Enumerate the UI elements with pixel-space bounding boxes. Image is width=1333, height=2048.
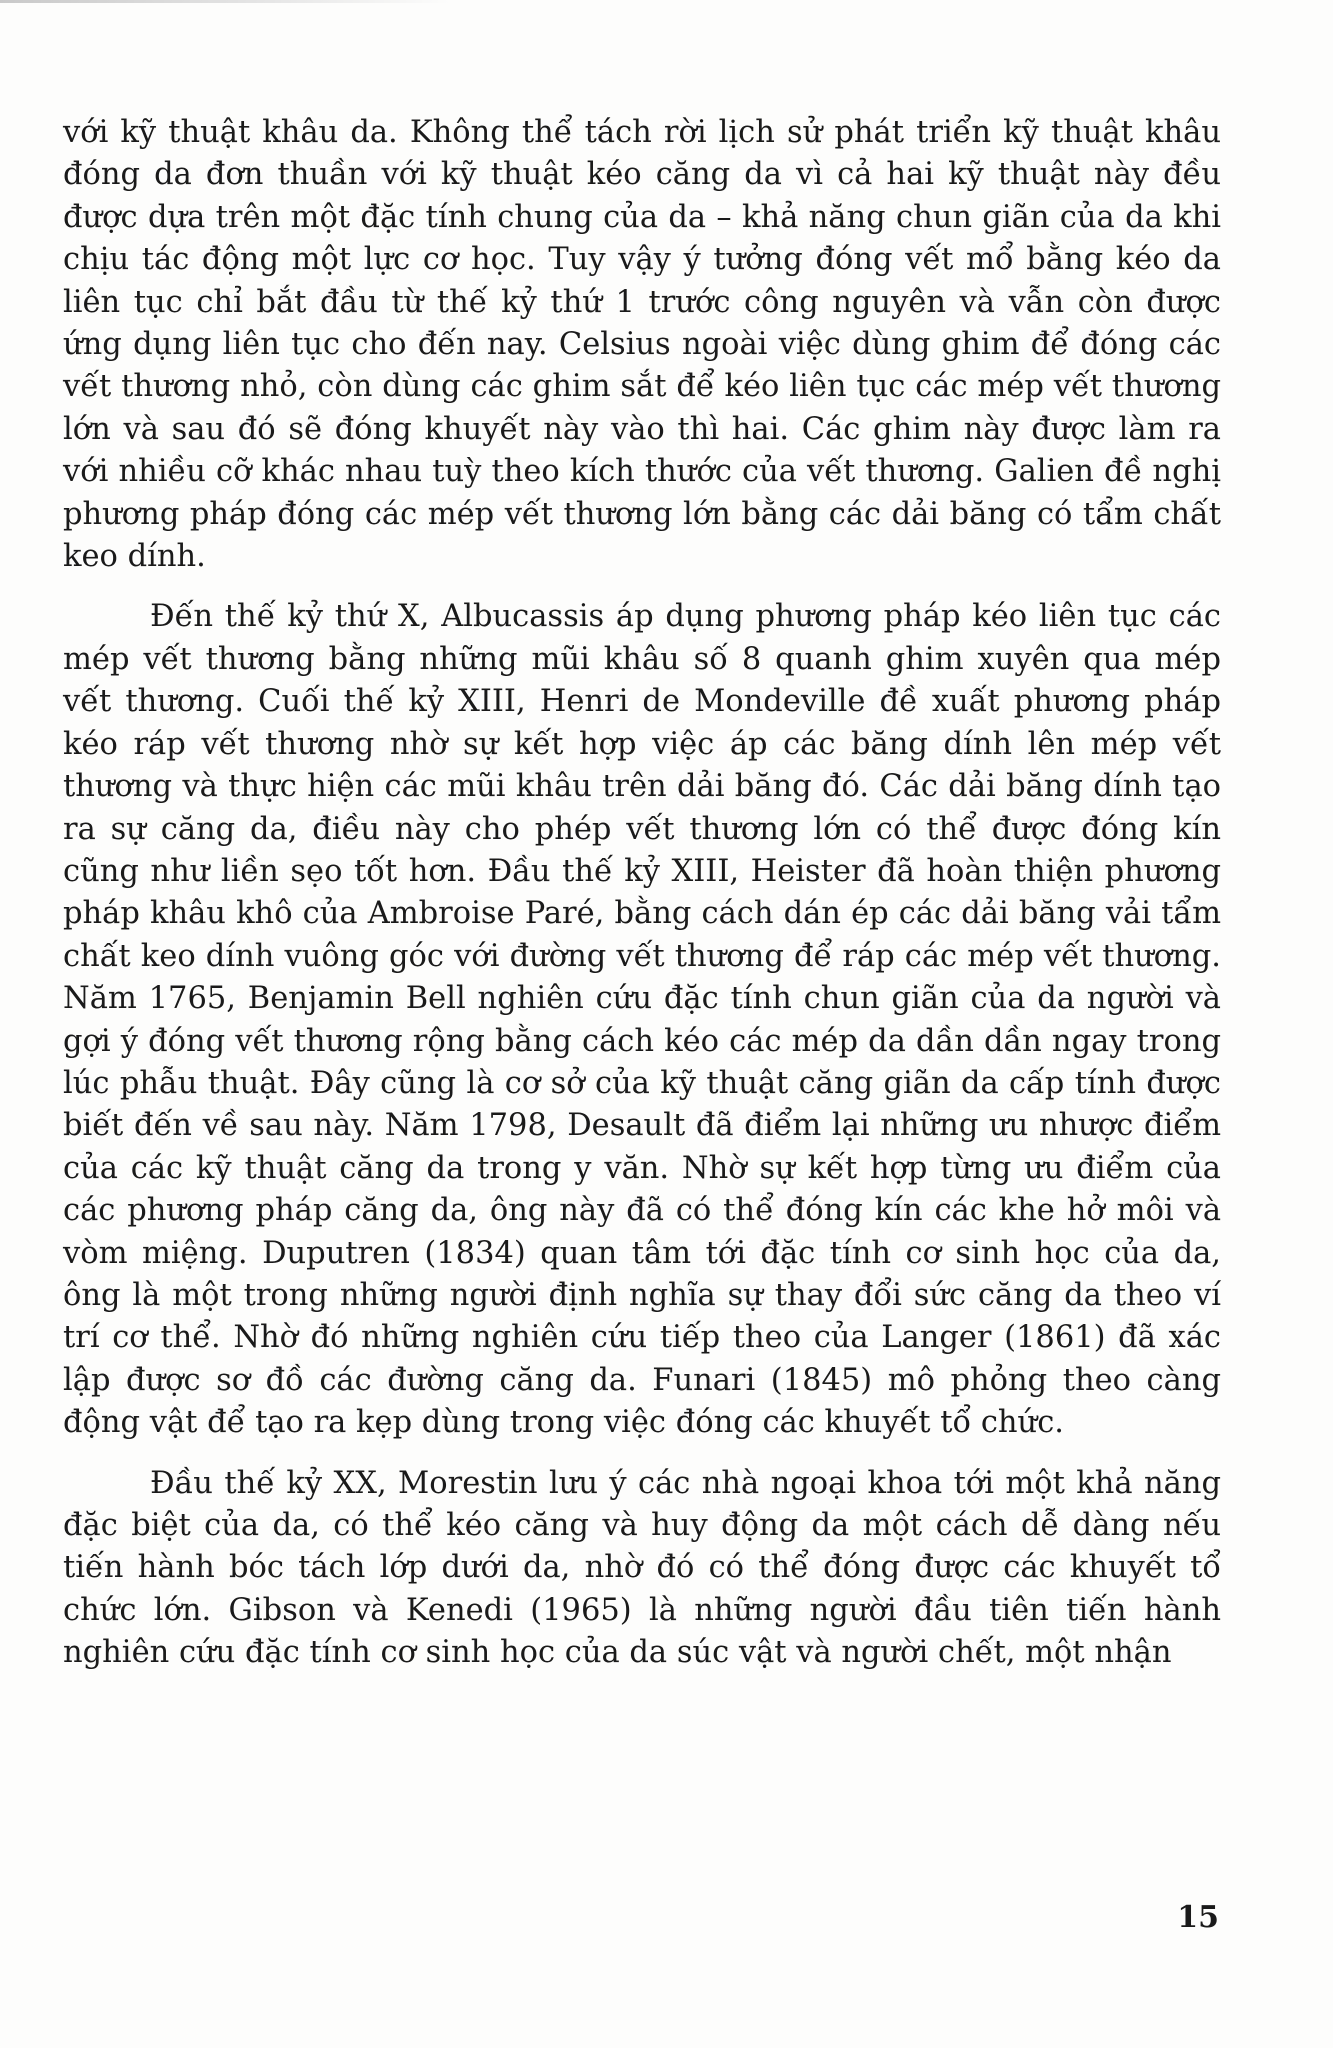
paragraph-twentieth-century: Đầu thế kỷ XX, Morestin lưu ý các nhà ngoại khoa tới một khả năng đặc biệt của da, có thể kéo căng và huy động da một cách dễ dàng nếu tiến hành bóc tách lớp dưới da, nhờ đó có thể đóng được các khuyết tổ chức lớn. Gibson và Kenedi (1965) là những người đầu tiên tiến hành nghiên cứu đặc tính cơ sinh học của da súc vật và người chết, một nhận [63, 1465, 1221, 1671]
paragraph-history: Đến thế kỷ thứ X, Albucassis áp dụng phương pháp kéo liên tục các mép vết thương bằng những mũi khâu số 8 quanh ghim xuyên qua mép vết thương. Cuối thế kỷ XIII, Henri de Mondeville đề xuất phương pháp kéo ráp vết thương nhờ sự kết hợp việc áp các băng dính lên mép vết thương và thực hiện các mũi khâu trên dải băng đó. Các dải băng dính tạo ra sự căng da, điều này cho phép vết thương lớn có thể được đóng kín cũng như liền sẹo tốt hơn. Đầu thế kỷ XIII, Heister đã hoàn thiện phương pháp khâu khô của Ambroise Paré, bằng cách dán ép các dải băng vải tẩm chất keo dính vuông góc với đường vết thương để ráp các mép vết thương. Năm 1765, Benjamin Bell nghiên cứu đặc tính chun giãn của da người và gợi ý đóng vết thương rộng bằng cách kéo các mép da dần dần ngay trong lúc phẫu thuật. Đây cũng là cơ sở của kỹ thuật căng giãn da cấp tính được biết đến về sau này. Năm 1798, Desault đã điểm lại những ưu nhược điểm của các kỹ thuật căng da trong y văn. Nhờ sự kết hợp từng ưu điểm của các phương pháp căng da, ông này đã có thể đóng kín các khe hở môi và vòm miệng. Duputren (1834) quan tâm tới đặc tính cơ sinh học của da, ông là một trong những người định nghĩa sự thay đổi sức căng da theo ví trí cơ thể. Nhờ đó những nghiên cứu tiếp theo của Langer (1861) đã xác lập được sơ đồ các đường căng da. Funari (1845) mô phỏng theo càng động vật để tạo ra kẹp dùng trong việc đóng các khuyết tổ chức. [63, 599, 1221, 1441]
page-number: 15 [1177, 1900, 1219, 1935]
body-text [63, 112, 1221, 1693]
paragraph-continuation: với kỹ thuật khâu da. Không thể tách rời lịch sử phát triển kỹ thuật khâu đóng da đơn thuần với kỹ thuật kéo căng da vì cả hai kỹ thuật này đều được dựa trên một đặc tính chung của da – khả năng chun giãn của da khi chịu tác động một lực cơ học. Tuy vậy ý tưởng đóng vết mổ bằng kéo da liên tục chỉ bắt đầu từ thế kỷ thứ 1 trước công nguyên và vẫn còn được ứng dụng liên tục cho đến nay. Celsius ngoài việc dùng ghim để đóng các vết thương nhỏ, còn dùng các ghim sắt để kéo liên tục các mép vết thương lớn và sau đó sẽ đóng khuyết này vào thì hai. Các ghim này được làm ra với nhiều cỡ khác nhau tuỳ theo kích thước của vết thương. Galien đề nghị phương pháp đóng các mép vết thương lớn bằng các dải băng có tẩm chất keo dính. [63, 115, 1221, 575]
scan-edge-line [0, 0, 450, 3]
